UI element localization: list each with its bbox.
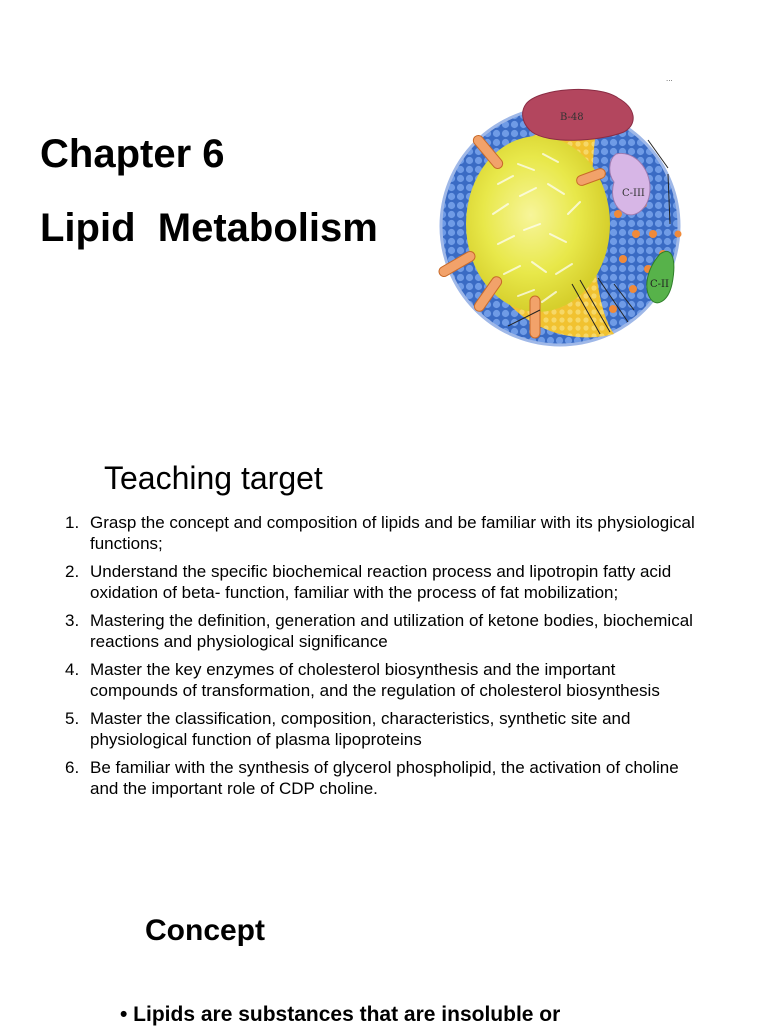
chapter-number: Chapter 6 [40,132,225,176]
list-item-text: Mastering the definition, generation and utilization of ketone bodies, biochemical reactions and physiological significance [90,611,693,651]
list-item [60,758,700,799]
concept-heading: Concept [145,914,265,947]
list-item-text: Master the key enzymes of cholesterol biosynthesis and the important compounds of transformation, and the regulation of cholesterol biosynthesis [90,660,660,700]
list-item-number: 1. [65,513,80,532]
concept-bullet: • Lipids are substances that are insoluble or [120,1003,561,1026]
label-c3: C-III [622,188,645,199]
list-item-number: 4. [65,660,80,679]
list-item [60,513,700,554]
list-item [60,660,700,701]
list-item-number: 5. [65,709,80,728]
lipoprotein-illustration [438,84,688,352]
list-item-text: Grasp the concept and composition of lipids and be familiar with its physiological functions; [90,513,695,553]
list-item [60,562,700,603]
teaching-target-heading: Teaching target [104,460,323,496]
list-item [60,709,700,750]
list-item [60,611,700,652]
teaching-target-list [60,513,700,807]
corner-mark: ... [666,74,673,83]
chapter-title: Lipid Metabolism [40,206,378,250]
list-item-number: 6. [65,758,80,777]
list-item-text: Be familiar with the synthesis of glycerol phospholipid, the activation of choline and the important role of CDP choline. [90,758,679,798]
list-item-text: Understand the specific biochemical reaction process and lipotropin fatty acid oxidation of beta- function, familiar with the process of fat mobilization; [90,562,672,602]
list-item-number: 3. [65,611,80,630]
list-item-number: 2. [65,562,80,581]
list-item-text: Master the classification, composition, characteristics, synthetic site and physiological function of plasma lipoproteins [90,709,631,749]
label-b48: B-48 [560,112,584,123]
label-c2: C-II [650,279,669,290]
